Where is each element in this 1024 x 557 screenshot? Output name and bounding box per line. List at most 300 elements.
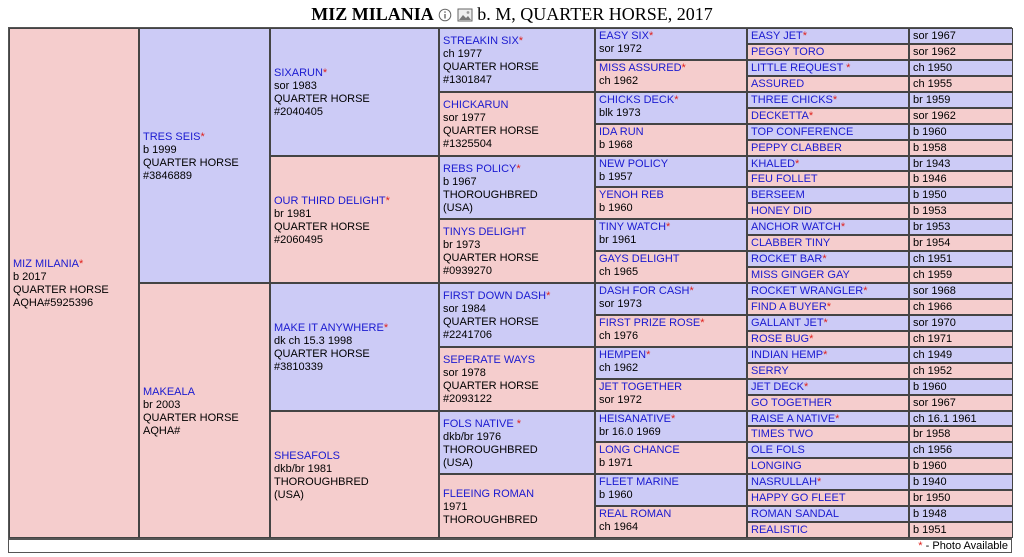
horse-cell: [270, 28, 439, 156]
horse-detail: THOROUGHBRED: [443, 188, 538, 201]
photo-star: *: [832, 94, 838, 106]
horse-info-cell: [909, 458, 1013, 474]
horse-name-text[interactable]: OLE FOLS: [751, 444, 805, 456]
horse-cell: [747, 251, 909, 267]
horse-cell: [439, 156, 595, 219]
horse-cell: [595, 251, 747, 283]
horse-info-cell: [909, 60, 1013, 76]
horse-link[interactable]: [751, 142, 842, 154]
horse-detail: br 16.0 1969: [599, 426, 661, 438]
horse-info-cell: [909, 411, 1013, 426]
horse-link[interactable]: [274, 195, 435, 208]
horse-name-text[interactable]: MIZ MILANIA: [13, 258, 80, 270]
horse-cell: [270, 283, 439, 411]
horse-detail: ch 1951: [913, 253, 953, 265]
horse-detail: b 1958: [913, 142, 947, 154]
horse-name-text[interactable]: CLABBER TINY: [751, 237, 831, 249]
horse-link[interactable]: [751, 397, 832, 409]
horse-link[interactable]: [751, 285, 868, 297]
horse-name-text[interactable]: TINYS DELIGHT: [443, 226, 527, 238]
horse-detail: b 1967: [443, 175, 477, 188]
horse-detail: b 1953: [913, 205, 947, 217]
horse-detail: THOROUGHBRED: [443, 513, 538, 526]
horse-link[interactable]: [274, 450, 435, 463]
horse-link[interactable]: [751, 173, 818, 185]
horse-detail: #1325504: [443, 138, 492, 150]
horse-detail: #3846889: [143, 169, 192, 182]
horse-info-cell: [909, 44, 1013, 60]
photo-star: *: [803, 381, 809, 393]
photo-star: *: [846, 62, 851, 74]
horse-name-text[interactable]: DASH FOR CASH: [599, 285, 690, 297]
horse-detail: #2093122: [443, 393, 492, 405]
horse-cell-content: [274, 195, 435, 247]
horse-info-cell: [909, 235, 1013, 251]
horse-cell: [139, 283, 270, 538]
horse-name-text[interactable]: PEPPY CLABBER: [751, 142, 842, 154]
horse-name-text[interactable]: SERRY: [751, 365, 789, 377]
horse-detail: ch 1956: [913, 444, 953, 456]
star-marker: *: [918, 540, 923, 552]
photo-star: *: [385, 194, 390, 207]
horse-name-text[interactable]: FOLS NATIVE: [443, 417, 517, 430]
horse-link[interactable]: [751, 30, 807, 42]
photo-star: *: [681, 62, 686, 74]
horse-cell: [595, 442, 747, 474]
horse-link[interactable]: [751, 301, 831, 313]
horse-info-cell: [909, 219, 1013, 235]
horse-name-text[interactable]: NEW POLICY: [599, 158, 669, 170]
horse-cell: [595, 283, 747, 315]
horse-info-cell: [909, 171, 1013, 187]
horse-name-text[interactable]: HEMPEN: [599, 349, 647, 361]
horse-detail: sor 1962: [913, 46, 956, 58]
horse-info-cell: [909, 331, 1013, 347]
horse-detail: QUARTER HORSE: [274, 348, 370, 360]
horse-info-cell: [909, 395, 1013, 411]
horse-link[interactable]: [751, 492, 846, 504]
horse-detail: ch 1950: [913, 62, 953, 74]
horse-name-text[interactable]: MAKE IT ANYWHERE: [274, 322, 384, 334]
horse-cell: [747, 474, 909, 490]
horse-detail: b 1960: [599, 489, 633, 501]
horse-detail: br 1959: [913, 94, 951, 106]
horse-link[interactable]: [751, 317, 828, 329]
horse-cell: [9, 28, 139, 538]
horse-link[interactable]: [751, 62, 850, 74]
horse-link[interactable]: [443, 418, 591, 431]
horse-detail: QUARTER HORSE: [443, 61, 539, 73]
horse-link[interactable]: [751, 237, 830, 249]
horse-link[interactable]: [751, 349, 827, 361]
horse-cell: [747, 28, 909, 44]
horse-link[interactable]: [599, 189, 743, 202]
horse-detail: #3810339: [274, 361, 323, 373]
horse-info-cell: [909, 28, 1013, 44]
horse-detail: b 1950: [913, 189, 947, 201]
horse-detail: br 1958: [913, 428, 951, 440]
horse-info-cell: [909, 124, 1013, 140]
photo-star: *: [795, 158, 800, 170]
horse-info-cell: [909, 315, 1013, 331]
horse-link[interactable]: [443, 354, 591, 367]
horse-detail: QUARTER HORSE: [143, 411, 239, 424]
horse-name-text[interactable]: IDA RUN: [599, 126, 644, 138]
horse-name-text[interactable]: YENOH REB: [599, 189, 664, 201]
horse-link[interactable]: [443, 99, 591, 112]
horse-info-cell: [909, 92, 1013, 108]
photo-star: *: [863, 285, 868, 297]
horse-link[interactable]: [599, 444, 743, 457]
horse-link[interactable]: [751, 221, 845, 233]
horse-detail: ch 1949: [913, 349, 953, 361]
horse-link[interactable]: [599, 94, 743, 107]
photo-star: *: [823, 349, 828, 361]
horse-link[interactable]: [599, 158, 743, 171]
horse-name-text[interactable]: JET DECK: [751, 381, 804, 393]
horse-detail: dkb/br 1976: [443, 430, 502, 443]
horse-cell: [747, 235, 909, 251]
horse-link[interactable]: [443, 163, 591, 176]
horse-cell: [439, 411, 595, 474]
horse-name-text[interactable]: HONEY DID: [751, 205, 812, 217]
photo-star: *: [808, 110, 814, 122]
horse-name-text[interactable]: BERSEEM: [751, 189, 805, 201]
photo-star: *: [840, 221, 846, 233]
horse-detail: ch 1976: [599, 330, 639, 342]
photo-star: *: [648, 30, 654, 42]
horse-name-text[interactable]: DECKETTA: [751, 110, 809, 122]
horse-name-text[interactable]: SHESAFOLS: [274, 449, 341, 462]
horse-name-text[interactable]: ROMAN SANDAL: [751, 508, 840, 520]
horse-name-text[interactable]: SEPERATE WAYS: [443, 354, 536, 366]
photo-available-note: - Photo Available: [922, 540, 1008, 552]
horse-name-text[interactable]: RAISE A NATIVE: [751, 413, 836, 425]
horse-detail: #2060495: [274, 233, 323, 246]
horse-detail: QUARTER HORSE: [443, 380, 539, 392]
horse-link[interactable]: [599, 253, 743, 266]
horse-name: MIZ MILANIA: [311, 4, 434, 24]
horse-link[interactable]: [751, 333, 813, 345]
horse-name-text[interactable]: LITTLE REQUEST: [751, 62, 847, 74]
horse-name-text[interactable]: ASSURED: [751, 78, 805, 90]
horse-detail: sor 1968: [913, 285, 956, 297]
horse-detail: br 1943: [913, 158, 951, 170]
horse-link[interactable]: [751, 444, 805, 456]
horse-link[interactable]: [751, 476, 821, 488]
horse-cell: [595, 92, 747, 124]
horse-link[interactable]: [751, 205, 812, 217]
horse-cell: [595, 156, 747, 187]
horse-detail: sor 1972: [599, 394, 642, 406]
horse-cell: [747, 156, 909, 171]
horse-link[interactable]: [751, 126, 853, 138]
horse-cell: [747, 267, 909, 283]
horse-link[interactable]: [599, 317, 743, 330]
horse-cell: [747, 315, 909, 331]
horse-name-text[interactable]: TINY WATCH: [599, 221, 667, 233]
horse-name-text[interactable]: ROSE BUG: [751, 333, 810, 345]
horse-link[interactable]: [443, 290, 591, 303]
horse-detail: QUARTER HORSE: [274, 220, 370, 233]
horse-cell: [747, 76, 909, 92]
photo-star: *: [518, 35, 524, 47]
horse-name-text[interactable]: GAYS DELIGHT: [599, 253, 680, 265]
photo-star: *: [835, 413, 840, 425]
horse-name-text[interactable]: EASY SIX: [599, 30, 649, 42]
horse-cell-content: [443, 35, 591, 87]
horse-name-text[interactable]: INDIAN HEMP: [751, 349, 824, 361]
horse-info-cell: [909, 299, 1013, 315]
photo-star: *: [516, 417, 522, 430]
horse-name-text[interactable]: TRES SEIS: [143, 130, 201, 143]
horse-detail: b 1960: [913, 460, 947, 472]
horse-cell: [439, 92, 595, 156]
horse-link[interactable]: [599, 221, 743, 234]
horse-name-text[interactable]: PEGGY TORO: [751, 46, 825, 58]
horse-link[interactable]: [751, 413, 839, 425]
photo-star: *: [700, 317, 705, 329]
horse-info-cell: [909, 108, 1013, 124]
horse-cell: [747, 395, 909, 411]
horse-name-text[interactable]: FIRST DOWN DASH: [443, 290, 547, 302]
horse-detail: #2241706: [443, 329, 492, 341]
horse-detail: b 1999: [143, 143, 177, 156]
horse-cell: [439, 347, 595, 411]
horse-cell-content: [443, 163, 591, 215]
horse-detail: QUARTER HORSE: [443, 125, 539, 137]
horse-detail: ch 1959: [913, 269, 953, 281]
photo-star: *: [200, 130, 205, 143]
horse-name-text[interactable]: HEISANATIVE: [599, 413, 671, 425]
horse-link[interactable]: [443, 226, 591, 239]
horse-link[interactable]: [274, 67, 435, 80]
horse-name-text[interactable]: LONG CHANCE: [599, 444, 680, 456]
horse-detail: (USA): [274, 488, 304, 501]
horse-name-text[interactable]: OUR THIRD DELIGHT: [274, 194, 386, 207]
horse-cell-content: [143, 386, 266, 438]
horse-name-text[interactable]: TOP CONFERENCE: [751, 126, 854, 138]
horse-info-cell: [909, 442, 1013, 458]
horse-cell-content: [274, 450, 435, 502]
horse-detail: ch 16.1 1961: [913, 413, 977, 425]
horse-link[interactable]: [751, 381, 808, 393]
photo-star: *: [809, 333, 814, 345]
horse-detail: b 1957: [599, 171, 633, 183]
horse-name-text[interactable]: EASY JET: [751, 30, 803, 42]
horse-detail: THOROUGHBRED: [274, 475, 369, 488]
horse-detail: QUARTER HORSE: [274, 93, 370, 105]
horse-detail: br 1950: [913, 492, 951, 504]
horse-info-cell: [909, 251, 1013, 267]
horse-cell: [595, 347, 747, 379]
horse-link[interactable]: [599, 413, 743, 426]
horse-link[interactable]: [751, 428, 813, 440]
photo-star: *: [689, 285, 694, 297]
horse-link[interactable]: [599, 62, 743, 75]
photo-star: *: [802, 30, 808, 42]
horse-cell: [747, 92, 909, 108]
photo-star: *: [823, 317, 828, 329]
horse-link[interactable]: [599, 30, 743, 43]
horse-cell: [439, 28, 595, 92]
photo-star: *: [826, 301, 832, 313]
horse-link[interactable]: [751, 524, 808, 536]
horse-detail: 1971: [443, 500, 468, 513]
horse-link[interactable]: [751, 46, 824, 58]
page-title: [0, 0, 1024, 27]
horse-link[interactable]: [751, 508, 839, 520]
horse-detail: QUARTER HORSE: [443, 316, 539, 328]
horse-name-text[interactable]: SIXARUN: [274, 67, 323, 79]
horse-link[interactable]: [599, 476, 743, 489]
horse-cell-content: [13, 258, 135, 310]
horse-link[interactable]: [443, 35, 591, 48]
horse-link[interactable]: [751, 78, 804, 90]
horse-cell: [747, 140, 909, 156]
horse-link[interactable]: [751, 460, 802, 472]
horse-info-cell: [909, 379, 1013, 395]
photo-star: *: [817, 476, 822, 488]
horse-info-cell: [909, 156, 1013, 171]
horse-name-text[interactable]: JET TOGETHER: [599, 381, 683, 393]
horse-link[interactable]: [599, 381, 743, 394]
horse-detail: br 1981: [274, 207, 312, 220]
horse-detail: b 1940: [913, 476, 947, 488]
horse-name-text[interactable]: NASRULLAH: [751, 476, 818, 488]
horse-cell: [747, 187, 909, 203]
horse-name-text[interactable]: FLEET MARINE: [599, 476, 679, 488]
horse-name-text[interactable]: MISS ASSURED: [599, 62, 682, 74]
horse-cell: [595, 474, 747, 506]
horse-link[interactable]: [751, 365, 789, 377]
horse-detail: QUARTER HORSE: [443, 252, 539, 264]
horse-detail: br 1973: [443, 239, 481, 251]
horse-detail: ch 1971: [913, 333, 953, 345]
horse-cell: [747, 363, 909, 379]
horse-cell: [747, 299, 909, 315]
horse-link[interactable]: [751, 253, 827, 265]
horse-link[interactable]: [274, 322, 435, 335]
horse-detail: sor 1983: [274, 80, 317, 92]
horse-name-text[interactable]: ANCHOR WATCH: [751, 221, 841, 233]
horse-detail: #0939270: [443, 265, 492, 277]
horse-link[interactable]: [599, 126, 743, 139]
horse-detail: ch 1952: [913, 365, 953, 377]
horse-detail: b 1948: [913, 508, 947, 520]
horse-cell-content: [443, 418, 591, 470]
horse-detail: dkb/br 1981: [274, 462, 333, 475]
horse-name-text[interactable]: MAKEALA: [143, 385, 195, 398]
horse-cell: [747, 347, 909, 363]
horse-cell: [747, 171, 909, 187]
photo-star: *: [383, 322, 389, 334]
horse-info-cell: [909, 363, 1013, 379]
horse-link[interactable]: [13, 258, 135, 271]
horse-detail: sor 1973: [599, 298, 642, 310]
footer-legend: [8, 539, 1012, 553]
horse-cell: [747, 219, 909, 235]
horse-name-text[interactable]: THREE CHICKS: [751, 94, 833, 106]
horse-info-cell: [909, 474, 1013, 490]
horse-detail: br 1954: [913, 237, 951, 249]
horse-name-text[interactable]: FIND A BUYER: [751, 301, 827, 313]
horse-cell: [747, 506, 909, 522]
horse-cell-content: [443, 354, 591, 406]
horse-cell-content: [143, 131, 266, 183]
horse-name-text[interactable]: GO TOGETHER: [751, 397, 832, 409]
horse-detail: sor 1984: [443, 303, 486, 315]
horse-detail: br 1953: [913, 221, 951, 233]
horse-name-text[interactable]: ROCKET BAR: [751, 253, 823, 265]
horse-info-cell: [909, 426, 1013, 442]
horse-cell: [747, 379, 909, 395]
horse-name-text[interactable]: REALISTIC: [751, 524, 808, 536]
photo-star: *: [670, 413, 676, 425]
horse-name-text[interactable]: LONGING: [751, 460, 802, 472]
horse-cell: [747, 60, 909, 76]
horse-cell: [595, 411, 747, 442]
horse-name-text[interactable]: MISS GINGER GAY: [751, 269, 850, 281]
horse-cell: [595, 315, 747, 347]
horse-detail: b 1960: [913, 126, 947, 138]
horse-name-text[interactable]: CHICKS DECK: [599, 94, 675, 106]
horse-cell: [439, 283, 595, 347]
horse-name-text[interactable]: REBS POLICY: [443, 162, 517, 175]
horse-link[interactable]: [751, 189, 805, 201]
horse-detail: (USA): [443, 456, 473, 469]
horse-info-cell: [909, 347, 1013, 363]
horse-link[interactable]: [751, 158, 799, 170]
photo-star: *: [322, 67, 328, 79]
horse-link[interactable]: [143, 131, 266, 144]
horse-cell: [595, 60, 747, 92]
horse-link[interactable]: [599, 349, 743, 362]
horse-cell: [439, 474, 595, 538]
horse-name-text[interactable]: STREAKIN SIX: [443, 35, 519, 47]
horse-name-text[interactable]: KHALED: [751, 158, 796, 170]
horse-cell: [747, 522, 909, 538]
horse-link[interactable]: [751, 269, 850, 281]
horse-cell-content: [443, 290, 591, 342]
horse-name-text[interactable]: TIMES TWO: [751, 428, 814, 440]
horse-link[interactable]: [751, 110, 813, 122]
horse-info-cell: [909, 140, 1013, 156]
horse-detail: AQHA#: [143, 424, 181, 437]
horse-name-text[interactable]: HAPPY GO FLEET: [751, 492, 846, 504]
horse-name-text[interactable]: FIRST PRIZE ROSE: [599, 317, 701, 329]
horse-detail: br 2003: [143, 398, 181, 411]
horse-link[interactable]: [443, 488, 591, 501]
horse-name-text[interactable]: CHICKARUN: [443, 99, 509, 111]
horse-link[interactable]: [751, 94, 837, 106]
horse-link[interactable]: [143, 386, 266, 399]
horse-name-text[interactable]: FLEEING ROMAN: [443, 487, 535, 500]
horse-name-text[interactable]: ROCKET WRANGLER: [751, 285, 864, 297]
photo-star: *: [822, 253, 827, 265]
horse-cell: [595, 379, 747, 411]
horse-link[interactable]: [599, 285, 743, 298]
horse-name-text[interactable]: REAL ROMAN: [599, 508, 672, 520]
horse-detail: AQHA#5925396: [13, 297, 94, 309]
horse-detail: b 1946: [913, 173, 947, 185]
horse-name-text[interactable]: GALLANT JET: [751, 317, 824, 329]
horse-cell: [270, 156, 439, 283]
horse-link[interactable]: [599, 508, 743, 521]
horse-name-text[interactable]: FEU FOLLET: [751, 173, 818, 185]
horse-detail: ch 1955: [913, 78, 953, 90]
horse-info-cell: [909, 203, 1013, 219]
